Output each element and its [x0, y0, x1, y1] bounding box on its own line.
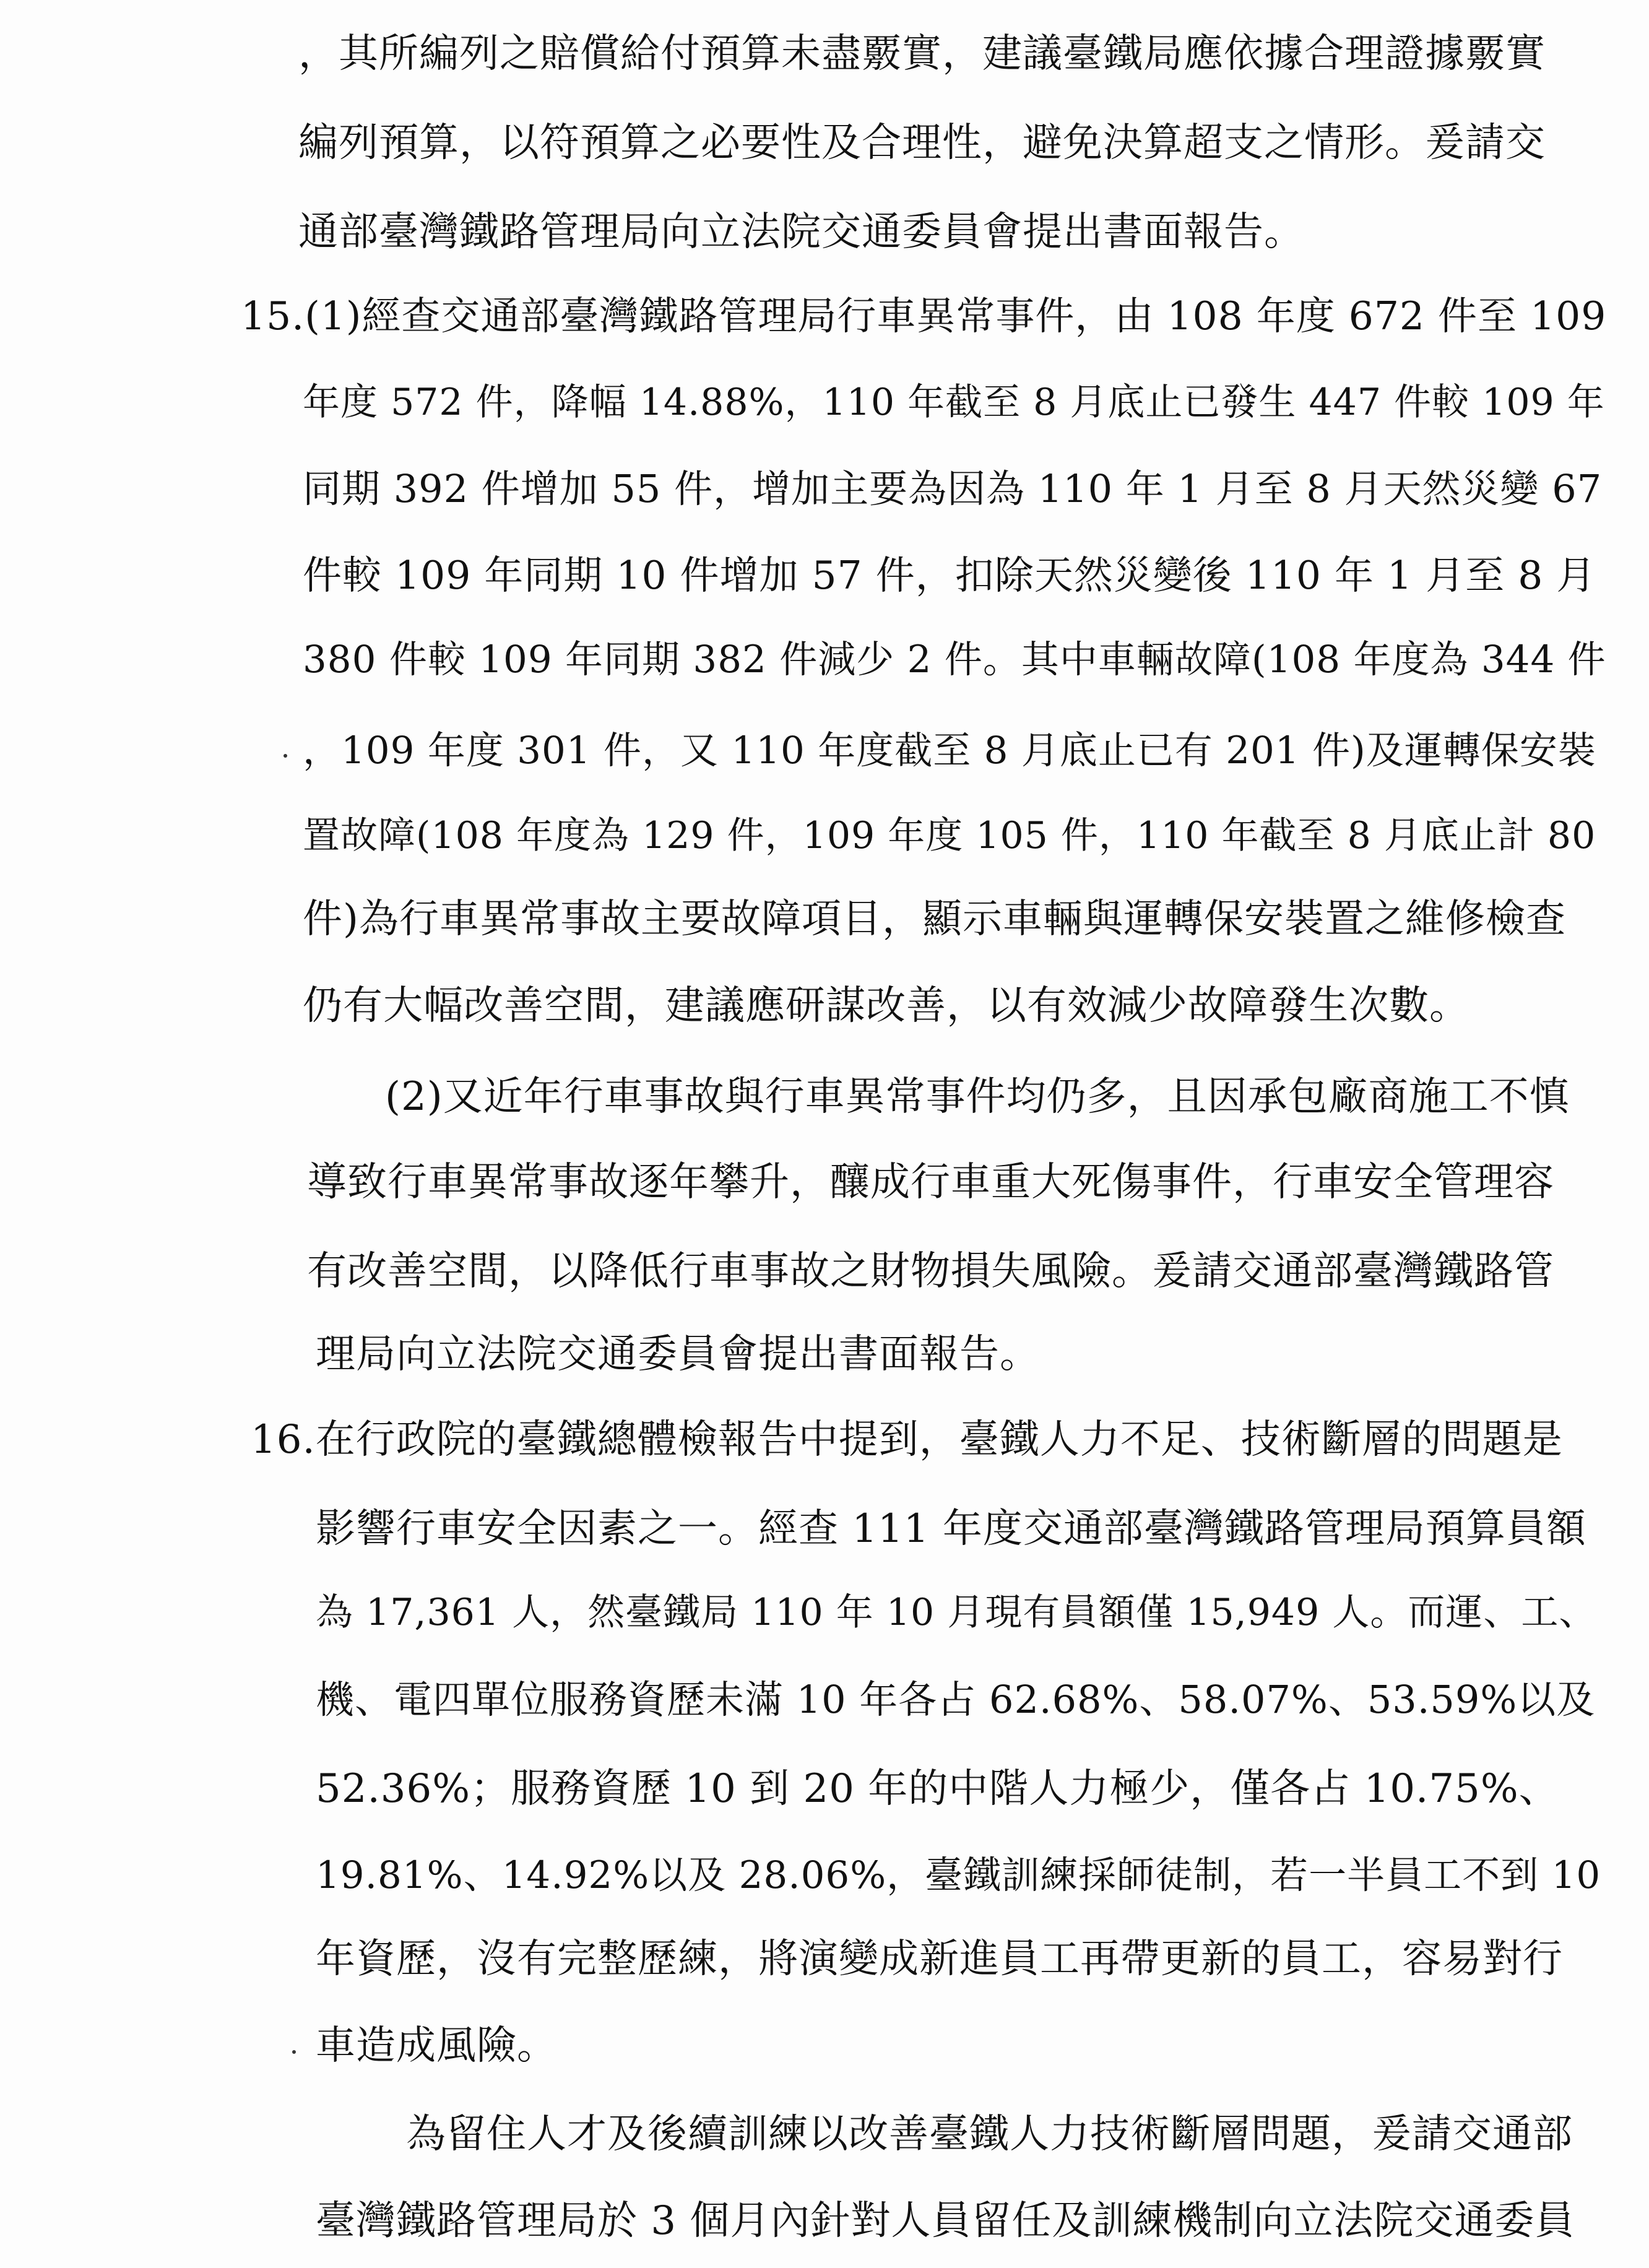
text-line: 年資歷，沒有完整歷練，將演變成新進員工再帶更新的員工，容易對行	[316, 1936, 1563, 1982]
item-16-heading: 16.在行政院的臺鐵總體檢報告中提到，臺鐵人力不足、技術斷層的問題是	[251, 1417, 1563, 1463]
text-line: 年度 572 件，降幅 14.88%，110 年截至 8 月底止已發生 447 件較 109 年	[303, 381, 1605, 424]
scan-speck	[292, 2050, 296, 2054]
scan-speck	[283, 754, 287, 758]
text-line: 52.36%；服務資歷 10 到 20 年的中階人力極少，僅各占 10.75%、	[316, 1766, 1559, 1812]
text-line: 編列預算，以符預算之必要性及合理性，避免決算超支之情形。爰請交	[298, 120, 1546, 166]
text-line: 有改善空間，以降低行車事故之財物損失風險。爰請交通部臺灣鐵路管	[307, 1249, 1554, 1294]
text-line: 為 17,361 人，然臺鐵局 110 年 10 月現有員額僅 15,949 人。而運、工、	[316, 1591, 1597, 1634]
text-line: 置故障(108 年度為 129 件，109 年度 105 件，110 年截至 8 月底止計 80	[303, 814, 1596, 857]
text-line: 19.81%、14.92%以及 28.06%，臺鐵訓練採師徒制，若一半員工不到 10	[316, 1853, 1601, 1897]
text-line: 同期 392 件增加 55 件，增加主要為因為 110 年 1 月至 8 月天然災變 67	[303, 466, 1603, 511]
text-line: 仍有大幅改善空間，建議應研謀改善，以有效減少故障發生次數。	[303, 983, 1469, 1029]
text-line: ，其所編列之賠償給付預算未盡覈實，建議臺鐵局應依據合理證據覈實	[298, 31, 1546, 77]
text-line: 影響行車安全因素之一。經查 111 年度交通部臺灣鐵路管理局預算員額	[316, 1506, 1586, 1552]
text-line: 導致行車異常事故逐年攀升，釀成行車重大死傷事件，行車安全管理容	[307, 1159, 1554, 1205]
text-line: 件)為行車異常事故主要故障項目，顯示車輛與運轉保安裝置之維修檢查	[303, 896, 1566, 942]
text-line: 理局向立法院交通委員會提出書面報告。	[316, 1331, 1040, 1377]
item-15-heading: 15.(1)經查交通部臺灣鐵路管理局行車異常事件，由 108 年度 672 件至 109	[241, 293, 1607, 339]
text-line: 臺灣鐵路管理局於 3 個月內針對人員留任及訓練機制向立法院交通委員	[316, 2198, 1575, 2244]
text-line: 機、電四單位服務資歷未滿 10 年各占 62.68%、58.07%、53.59%以及	[316, 1677, 1596, 1722]
text-line: 車造成風險。	[316, 2023, 557, 2069]
text-line: 為留住人才及後續訓練以改善臺鐵人力技術斷層問題，爰請交通部	[406, 2111, 1573, 2157]
text-line: 380 件較 109 年同期 382 件減少 2 件。其中車輛故障(108 年度為 344 件	[303, 638, 1606, 682]
item-15-sub-2: (2)又近年行車事故與行車異常事件均仍多，且因承包廠商施工不慎	[385, 1074, 1570, 1120]
text-line: 件較 109 年同期 10 件增加 57 件，扣除天然災變後 110 年 1 月至 8 月	[303, 553, 1596, 598]
text-line: ，109 年度 301 件，又 110 年度截至 8 月底止已有 201 件)及運轉保安裝	[303, 729, 1596, 773]
text-line: 通部臺灣鐵路管理局向立法院交通委員會提出書面報告。	[298, 209, 1304, 255]
